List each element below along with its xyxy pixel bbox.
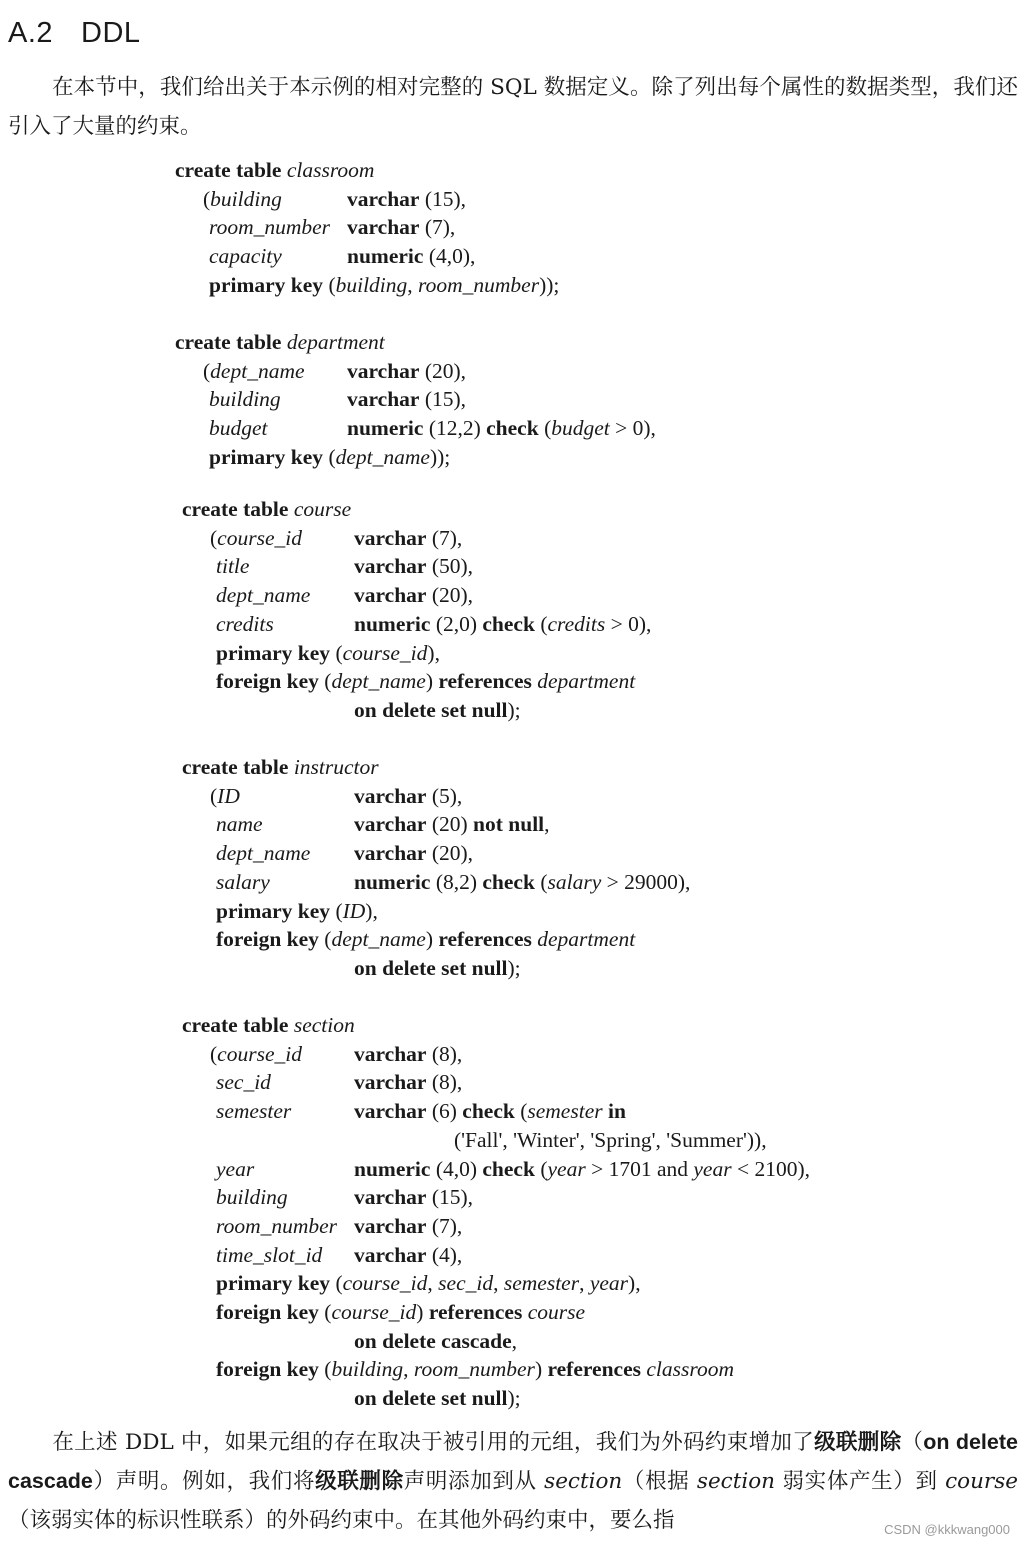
code-line: sec_id — [216, 1070, 271, 1095]
code-line: (course_id — [210, 525, 302, 550]
table-name: section — [293, 1013, 355, 1037]
code-line: foreign key (building, room_number) references classroom — [216, 1357, 734, 1382]
code-type-column: varchar (20), — [354, 841, 474, 866]
code-type-column: varchar (5), — [354, 783, 463, 808]
code-line: (ID — [210, 783, 240, 808]
code-type-column: on delete set null); — [354, 697, 521, 722]
code-type-column: varchar (20), — [354, 583, 474, 608]
code-line: (dept_name — [203, 358, 305, 383]
code-type-column: on delete set null); — [354, 955, 521, 980]
code-line: time_slot_id — [216, 1242, 323, 1267]
section-number: A.2 — [8, 17, 54, 49]
code-type-column: numeric (4,0), — [347, 244, 476, 269]
code-type-column: numeric (2,0) check (credits > 0), — [354, 611, 652, 636]
code-type-column: varchar (7), — [347, 215, 456, 240]
code-line: primary key (ID), — [216, 898, 378, 923]
code-line: (building — [203, 186, 282, 211]
code-line: room_number — [216, 1213, 338, 1238]
code-line: (course_id — [210, 1041, 302, 1066]
table-name: department — [286, 330, 385, 354]
code-type-column: varchar (15), — [347, 387, 467, 412]
intro-paragraph — [8, 68, 1018, 146]
code-line: budget — [209, 416, 268, 441]
create-table-course: create table course — [182, 497, 352, 521]
code-line: dept_name — [216, 583, 311, 608]
create-table-instructor: create table instructor — [182, 755, 379, 779]
code-type-column: varchar (6) check (semester in — [354, 1099, 626, 1124]
code-type-column: varchar (8), — [354, 1070, 463, 1095]
code-type-column: varchar (20) not null, — [354, 812, 550, 837]
code-type-column: varchar (15), — [347, 186, 467, 211]
code-line: building — [209, 387, 281, 412]
code-type-column: varchar (50), — [354, 554, 474, 579]
create-table-section: create table section — [182, 1013, 355, 1037]
code-line: primary key (course_id, sec_id, semester, year), — [216, 1271, 641, 1296]
section-title: DDL — [81, 17, 141, 49]
code-line: title — [216, 554, 250, 579]
code-line: year — [216, 1156, 255, 1181]
code-type-column: varchar (15), — [354, 1185, 474, 1210]
code-line: credits — [216, 611, 274, 636]
table-name: course — [293, 497, 352, 521]
code-line: primary key (building, room_number)); — [209, 272, 560, 297]
closing-paragraph: 在上述 DDL 中，如果元组的存在取决于被引用的元组，我们为外码约束增加了级联删除（on delete cascade）声明。例如，我们将级联删除声明添加到从 section（根据 section 弱实体产生）到 course（该弱实体的标识性联系）的外码约束中。在其他外码约束中，要么指 — [8, 1430, 1018, 1533]
code-line: foreign key (course_id) references course — [216, 1300, 586, 1324]
cascade-keyword: on delete cascade — [8, 1430, 1018, 1493]
code-line: capacity — [209, 244, 282, 269]
code-line: dept_name — [216, 841, 311, 866]
intro-text: 在本节中，我们给出关于本示例的相对完整的 SQL 数据定义。除了列出每个属性的数据类型，我们还引入了大量的约束。 — [8, 75, 1018, 139]
code-type-column: ('Fall', 'Winter', 'Spring', 'Summer')), — [454, 1127, 767, 1152]
section-heading — [8, 17, 141, 50]
table-name: classroom — [286, 158, 375, 182]
code-type-column: numeric (12,2) check (budget > 0), — [347, 416, 656, 441]
code-type-column: numeric (4,0) check (year > 1701 and year < 2100), — [354, 1156, 810, 1181]
create-table-department: create table department — [175, 330, 385, 354]
code-line: name — [216, 812, 263, 837]
watermark: CSDN @kkkwang000 — [884, 1522, 1010, 1537]
code-line: semester — [216, 1099, 292, 1124]
cascade-term: 级联删除 — [814, 1430, 902, 1455]
code-line: salary — [216, 869, 270, 894]
cascade-term-2: 级联删除 — [315, 1469, 404, 1494]
code-type-column: varchar (4), — [354, 1242, 463, 1267]
code-line: primary key (course_id), — [216, 640, 440, 665]
create-table-classroom: create table classroom — [175, 158, 375, 182]
code-type-column: numeric (8,2) check (salary > 29000), — [354, 869, 691, 894]
code-type-column: on delete cascade, — [354, 1328, 518, 1353]
code-type-column: varchar (8), — [354, 1041, 463, 1066]
code-line: room_number — [209, 215, 331, 240]
code-type-column: varchar (20), — [347, 358, 467, 383]
code-type-column: varchar (7), — [354, 525, 463, 550]
code-type-column: varchar (7), — [354, 1213, 463, 1238]
code-line: building — [216, 1185, 288, 1210]
code-line: primary key (dept_name)); — [209, 444, 451, 469]
table-name: instructor — [293, 755, 379, 779]
code-line: foreign key (dept_name) references department — [216, 669, 636, 694]
code-line: foreign key (dept_name) references department — [216, 927, 636, 952]
code-type-column: on delete set null); — [354, 1386, 521, 1411]
